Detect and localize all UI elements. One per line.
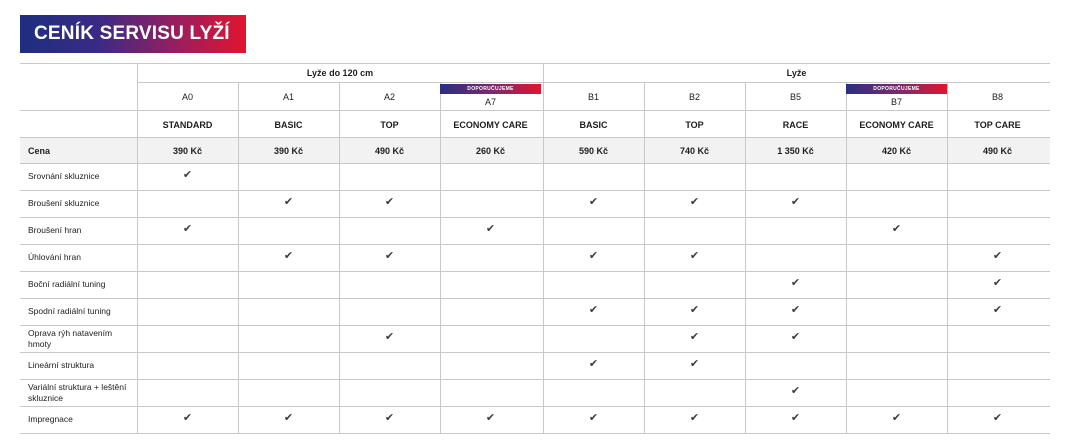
grid-line-v bbox=[440, 82, 441, 433]
check-icon: ✔ bbox=[790, 410, 801, 424]
check-icon: ✔ bbox=[992, 410, 1003, 424]
check-icon: ✔ bbox=[588, 248, 599, 262]
column-price: 1 350 Kč bbox=[777, 146, 814, 156]
grid-line-h bbox=[20, 325, 1050, 326]
check-icon: ✔ bbox=[790, 302, 801, 316]
grid-line-v bbox=[745, 82, 746, 433]
check-icon: ✔ bbox=[384, 329, 395, 343]
column-variant-name: BASIC bbox=[579, 120, 608, 130]
check-icon: ✔ bbox=[992, 302, 1003, 316]
grid-line-h bbox=[20, 110, 1050, 111]
column-price: 390 Kč bbox=[273, 146, 304, 156]
price-row-label: Cena bbox=[28, 146, 51, 156]
grid-line-h bbox=[20, 298, 1050, 299]
group-header-short-skis: Lyže do 120 cm bbox=[306, 68, 374, 78]
check-icon: ✔ bbox=[283, 248, 294, 262]
column-code: A0 bbox=[181, 92, 193, 102]
check-icon: ✔ bbox=[182, 410, 193, 424]
check-icon: ✔ bbox=[283, 410, 294, 424]
column-variant-name: TOP bbox=[685, 120, 704, 130]
service-label: Lineární struktura bbox=[28, 359, 95, 370]
grid-line-h bbox=[137, 82, 1050, 83]
check-icon: ✔ bbox=[283, 194, 294, 208]
column-code: B8 bbox=[991, 92, 1003, 102]
column-code: B2 bbox=[688, 92, 700, 102]
column-code: A1 bbox=[282, 92, 294, 102]
check-icon: ✔ bbox=[588, 302, 599, 316]
grid-line-v bbox=[543, 63, 544, 433]
grid-line-h bbox=[20, 244, 1050, 245]
check-icon: ✔ bbox=[992, 248, 1003, 262]
column-variant-name: ECONOMY CARE bbox=[859, 120, 934, 130]
service-label: Boční radiální tuning bbox=[28, 278, 106, 289]
service-label: Spodní radiální tuning bbox=[28, 305, 111, 316]
column-variant-name: ECONOMY CARE bbox=[453, 120, 528, 130]
column-code: B1 bbox=[587, 92, 599, 102]
check-icon: ✔ bbox=[182, 221, 193, 235]
check-icon: ✔ bbox=[588, 356, 599, 370]
service-label: Impregnace bbox=[28, 413, 73, 424]
column-price: 590 Kč bbox=[578, 146, 609, 156]
column-price: 490 Kč bbox=[982, 146, 1013, 156]
check-icon: ✔ bbox=[485, 221, 496, 235]
check-icon: ✔ bbox=[790, 383, 801, 397]
column-variant-name: STANDARD bbox=[162, 120, 213, 130]
check-icon: ✔ bbox=[588, 410, 599, 424]
check-icon: ✔ bbox=[689, 302, 700, 316]
check-icon: ✔ bbox=[790, 194, 801, 208]
column-variant-name: RACE bbox=[782, 120, 809, 130]
grid-line-h bbox=[20, 190, 1050, 191]
grid-line-v bbox=[846, 82, 847, 433]
grid-line-h bbox=[20, 217, 1050, 218]
check-icon: ✔ bbox=[891, 410, 902, 424]
check-icon: ✔ bbox=[689, 410, 700, 424]
grid-line-h bbox=[20, 433, 1050, 434]
grid-line-h bbox=[20, 406, 1050, 407]
column-variant-name: TOP bbox=[380, 120, 399, 130]
check-icon: ✔ bbox=[790, 275, 801, 289]
grid-line-h bbox=[20, 352, 1050, 353]
check-icon: ✔ bbox=[485, 410, 496, 424]
column-price: 390 Kč bbox=[172, 146, 203, 156]
check-icon: ✔ bbox=[182, 167, 193, 181]
column-code: A2 bbox=[383, 92, 395, 102]
recommended-badge: DOPORUČUJEME bbox=[440, 84, 541, 94]
grid-line-h bbox=[20, 271, 1050, 272]
check-icon: ✔ bbox=[689, 356, 700, 370]
service-label: Broušení skluznice bbox=[28, 197, 100, 208]
column-variant-name: TOP CARE bbox=[974, 120, 1021, 130]
grid-line-h bbox=[20, 379, 1050, 380]
column-code: A7 bbox=[484, 97, 496, 107]
page-title: CENÍK SERVISU LYŽÍ bbox=[20, 15, 246, 53]
check-icon: ✔ bbox=[992, 275, 1003, 289]
service-label: Úhlování hran bbox=[28, 251, 81, 262]
service-label: Broušení hran bbox=[28, 224, 82, 235]
service-label: Srovnání skluznice bbox=[28, 170, 100, 181]
column-price: 260 Kč bbox=[475, 146, 506, 156]
check-icon: ✔ bbox=[891, 221, 902, 235]
column-variant-name: BASIC bbox=[274, 120, 303, 130]
check-icon: ✔ bbox=[588, 194, 599, 208]
check-icon: ✔ bbox=[384, 410, 395, 424]
check-icon: ✔ bbox=[689, 248, 700, 262]
group-header-skis: Lyže bbox=[786, 68, 807, 78]
column-price: 740 Kč bbox=[679, 146, 710, 156]
recommended-badge: DOPORUČUJEME bbox=[846, 84, 947, 94]
column-code: B7 bbox=[890, 97, 902, 107]
check-icon: ✔ bbox=[689, 329, 700, 343]
check-icon: ✔ bbox=[384, 194, 395, 208]
column-price: 490 Kč bbox=[374, 146, 405, 156]
check-icon: ✔ bbox=[689, 194, 700, 208]
service-label: Variální struktura + leštění skluznice bbox=[28, 381, 127, 403]
grid-line-h bbox=[20, 137, 1050, 138]
column-price: 420 Kč bbox=[881, 146, 912, 156]
grid-line-h bbox=[20, 63, 1050, 64]
service-label: Oprava rýh natavením hmoty bbox=[28, 327, 113, 349]
grid-line-v bbox=[137, 63, 138, 433]
check-icon: ✔ bbox=[384, 248, 395, 262]
grid-line-h bbox=[20, 163, 1050, 164]
column-code: B5 bbox=[789, 92, 801, 102]
check-icon: ✔ bbox=[790, 329, 801, 343]
